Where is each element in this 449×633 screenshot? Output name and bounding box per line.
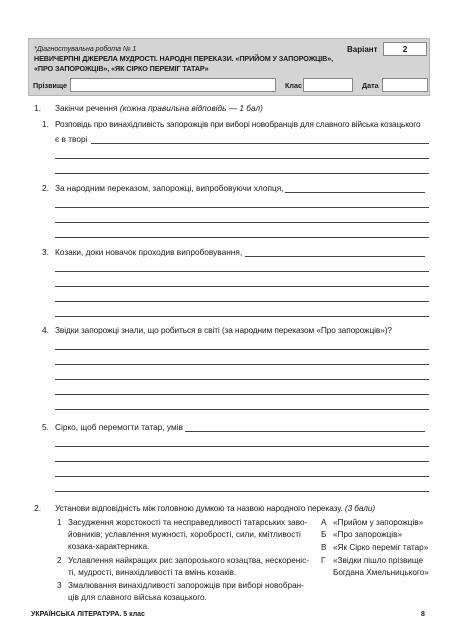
answer-line[interactable]: [91, 143, 429, 144]
match-right-v-letter: В: [321, 543, 327, 552]
answer-line[interactable]: [55, 409, 429, 410]
variant-label: Варіант: [347, 45, 378, 54]
match-right-g-line1: «Звідки пішло прізвище: [333, 556, 424, 565]
match-left-2-line1: Уславлення найкращих рис запорозького козацтва, нескореніс-: [68, 556, 309, 565]
q1-number: 1.: [42, 119, 49, 129]
page-number: 8: [421, 611, 425, 618]
match-right-b-text: «Про запорожців»: [333, 530, 403, 539]
match-left-2-line2: ті, мудрості, винахідливості та вмінь козаків.: [68, 568, 237, 577]
match-right-v-text: «Як Сірко переміг татар»: [333, 543, 429, 552]
match-right-a-text: «Прийом у запорожців»: [333, 518, 424, 527]
work-title-line2: «ПРО ЗАПОРОЖЦІВ», «ЯК СІРКО ПЕРЕМІГ ТАТАР»: [34, 64, 209, 73]
surname-field[interactable]: [70, 78, 276, 92]
q2-text: За народним переказом, запорожці, випробовуючи хлопця,: [55, 183, 284, 193]
answer-line[interactable]: [55, 173, 429, 174]
answer-line[interactable]: [245, 256, 425, 257]
task2-number: 2.: [34, 503, 42, 513]
answer-line[interactable]: [55, 158, 429, 159]
task1-heading: [55, 103, 263, 113]
answer-line[interactable]: [55, 207, 429, 208]
surname-label: Прізвище: [33, 81, 68, 90]
match-right-g-line2: Богдана Хмельницького»: [333, 568, 429, 577]
match-left-1-num: 1: [57, 518, 62, 527]
match-left-2-num: 2: [57, 556, 62, 565]
task2-heading: [55, 503, 375, 513]
class-field[interactable]: [303, 78, 353, 92]
answer-line[interactable]: [55, 491, 429, 492]
answer-line[interactable]: [55, 349, 429, 350]
variant-value: 2: [383, 42, 427, 56]
q5-text: Сірко, щоб перемогти татар, умів: [55, 422, 183, 432]
task2-score: (3 бали): [344, 503, 376, 513]
answer-line[interactable]: [55, 271, 429, 272]
answer-line[interactable]: [55, 446, 429, 447]
match-left-3-line2: ців для славного війська козацького.: [68, 593, 207, 602]
answer-line[interactable]: [55, 394, 429, 395]
answer-line[interactable]: [285, 192, 425, 193]
task2-title: Установи відповідність між головною думкою та назвою народного переказу.: [55, 503, 343, 513]
work-label: *Діагностувальна робота № 1: [34, 44, 137, 53]
match-right-g-letter: Г: [321, 556, 326, 565]
match-left-1-line3: козака-характерника.: [68, 542, 150, 551]
q2-number: 2.: [42, 183, 49, 193]
answer-line[interactable]: [55, 301, 429, 302]
match-left-1-line2: йовників; уславлення мужності, хоробрості, сили, кмітливості: [68, 530, 301, 539]
task1-number: 1.: [34, 103, 42, 113]
answer-line[interactable]: [55, 222, 429, 223]
answer-line[interactable]: [55, 286, 429, 287]
match-left-3-line1: Змалювання винахідливості запорожців при виборі новобран-: [68, 581, 304, 590]
answer-line[interactable]: [55, 379, 429, 380]
match-right-b-letter: Б: [321, 530, 327, 539]
q3-number: 3.: [42, 247, 49, 257]
answer-line[interactable]: [55, 364, 429, 365]
answer-line[interactable]: [55, 316, 429, 317]
q1-cont: є в творі: [55, 134, 88, 144]
q3-text: Козаки, доки новачок проходив випробовування,: [55, 247, 243, 257]
work-title-line1: НЕВИЧЕРПНІ ДЖЕРЕЛА МУДРОСТІ. НАРОДНІ ПЕРЕКАЗИ. «ПРИЙОМ У ЗАПОРОЖЦІВ»,: [34, 54, 334, 63]
q1-text: Розповідь про винахідливість запорожців при виборі новобранців для славного війська козацького: [55, 119, 421, 129]
q4-text: Звідки запорожці знали, що робиться в світі (за народним переказом «Про запорожців»)?: [55, 325, 392, 335]
q4-number: 4.: [42, 325, 49, 335]
date-field[interactable]: [382, 78, 428, 92]
answer-line[interactable]: [55, 476, 429, 477]
q5-number: 5.: [42, 422, 49, 432]
match-left-1-line1: Засудження жорстокості та несправедливості татарських заво-: [68, 518, 308, 527]
footer-subject: УКРАЇНСЬКА ЛІТЕРАТУРА. 5 клас: [31, 611, 145, 618]
task1-note: (кожна правильна відповідь — 1 бал): [119, 103, 263, 113]
date-label: Дата: [362, 81, 379, 90]
answer-line[interactable]: [55, 461, 429, 462]
match-right-a-letter: А: [321, 518, 327, 527]
task1-title: Закінчи речення: [55, 103, 118, 113]
answer-line[interactable]: [55, 237, 429, 238]
match-left-3-num: 3: [57, 581, 62, 590]
answer-line[interactable]: [185, 431, 425, 432]
class-label: Клас: [285, 81, 302, 90]
